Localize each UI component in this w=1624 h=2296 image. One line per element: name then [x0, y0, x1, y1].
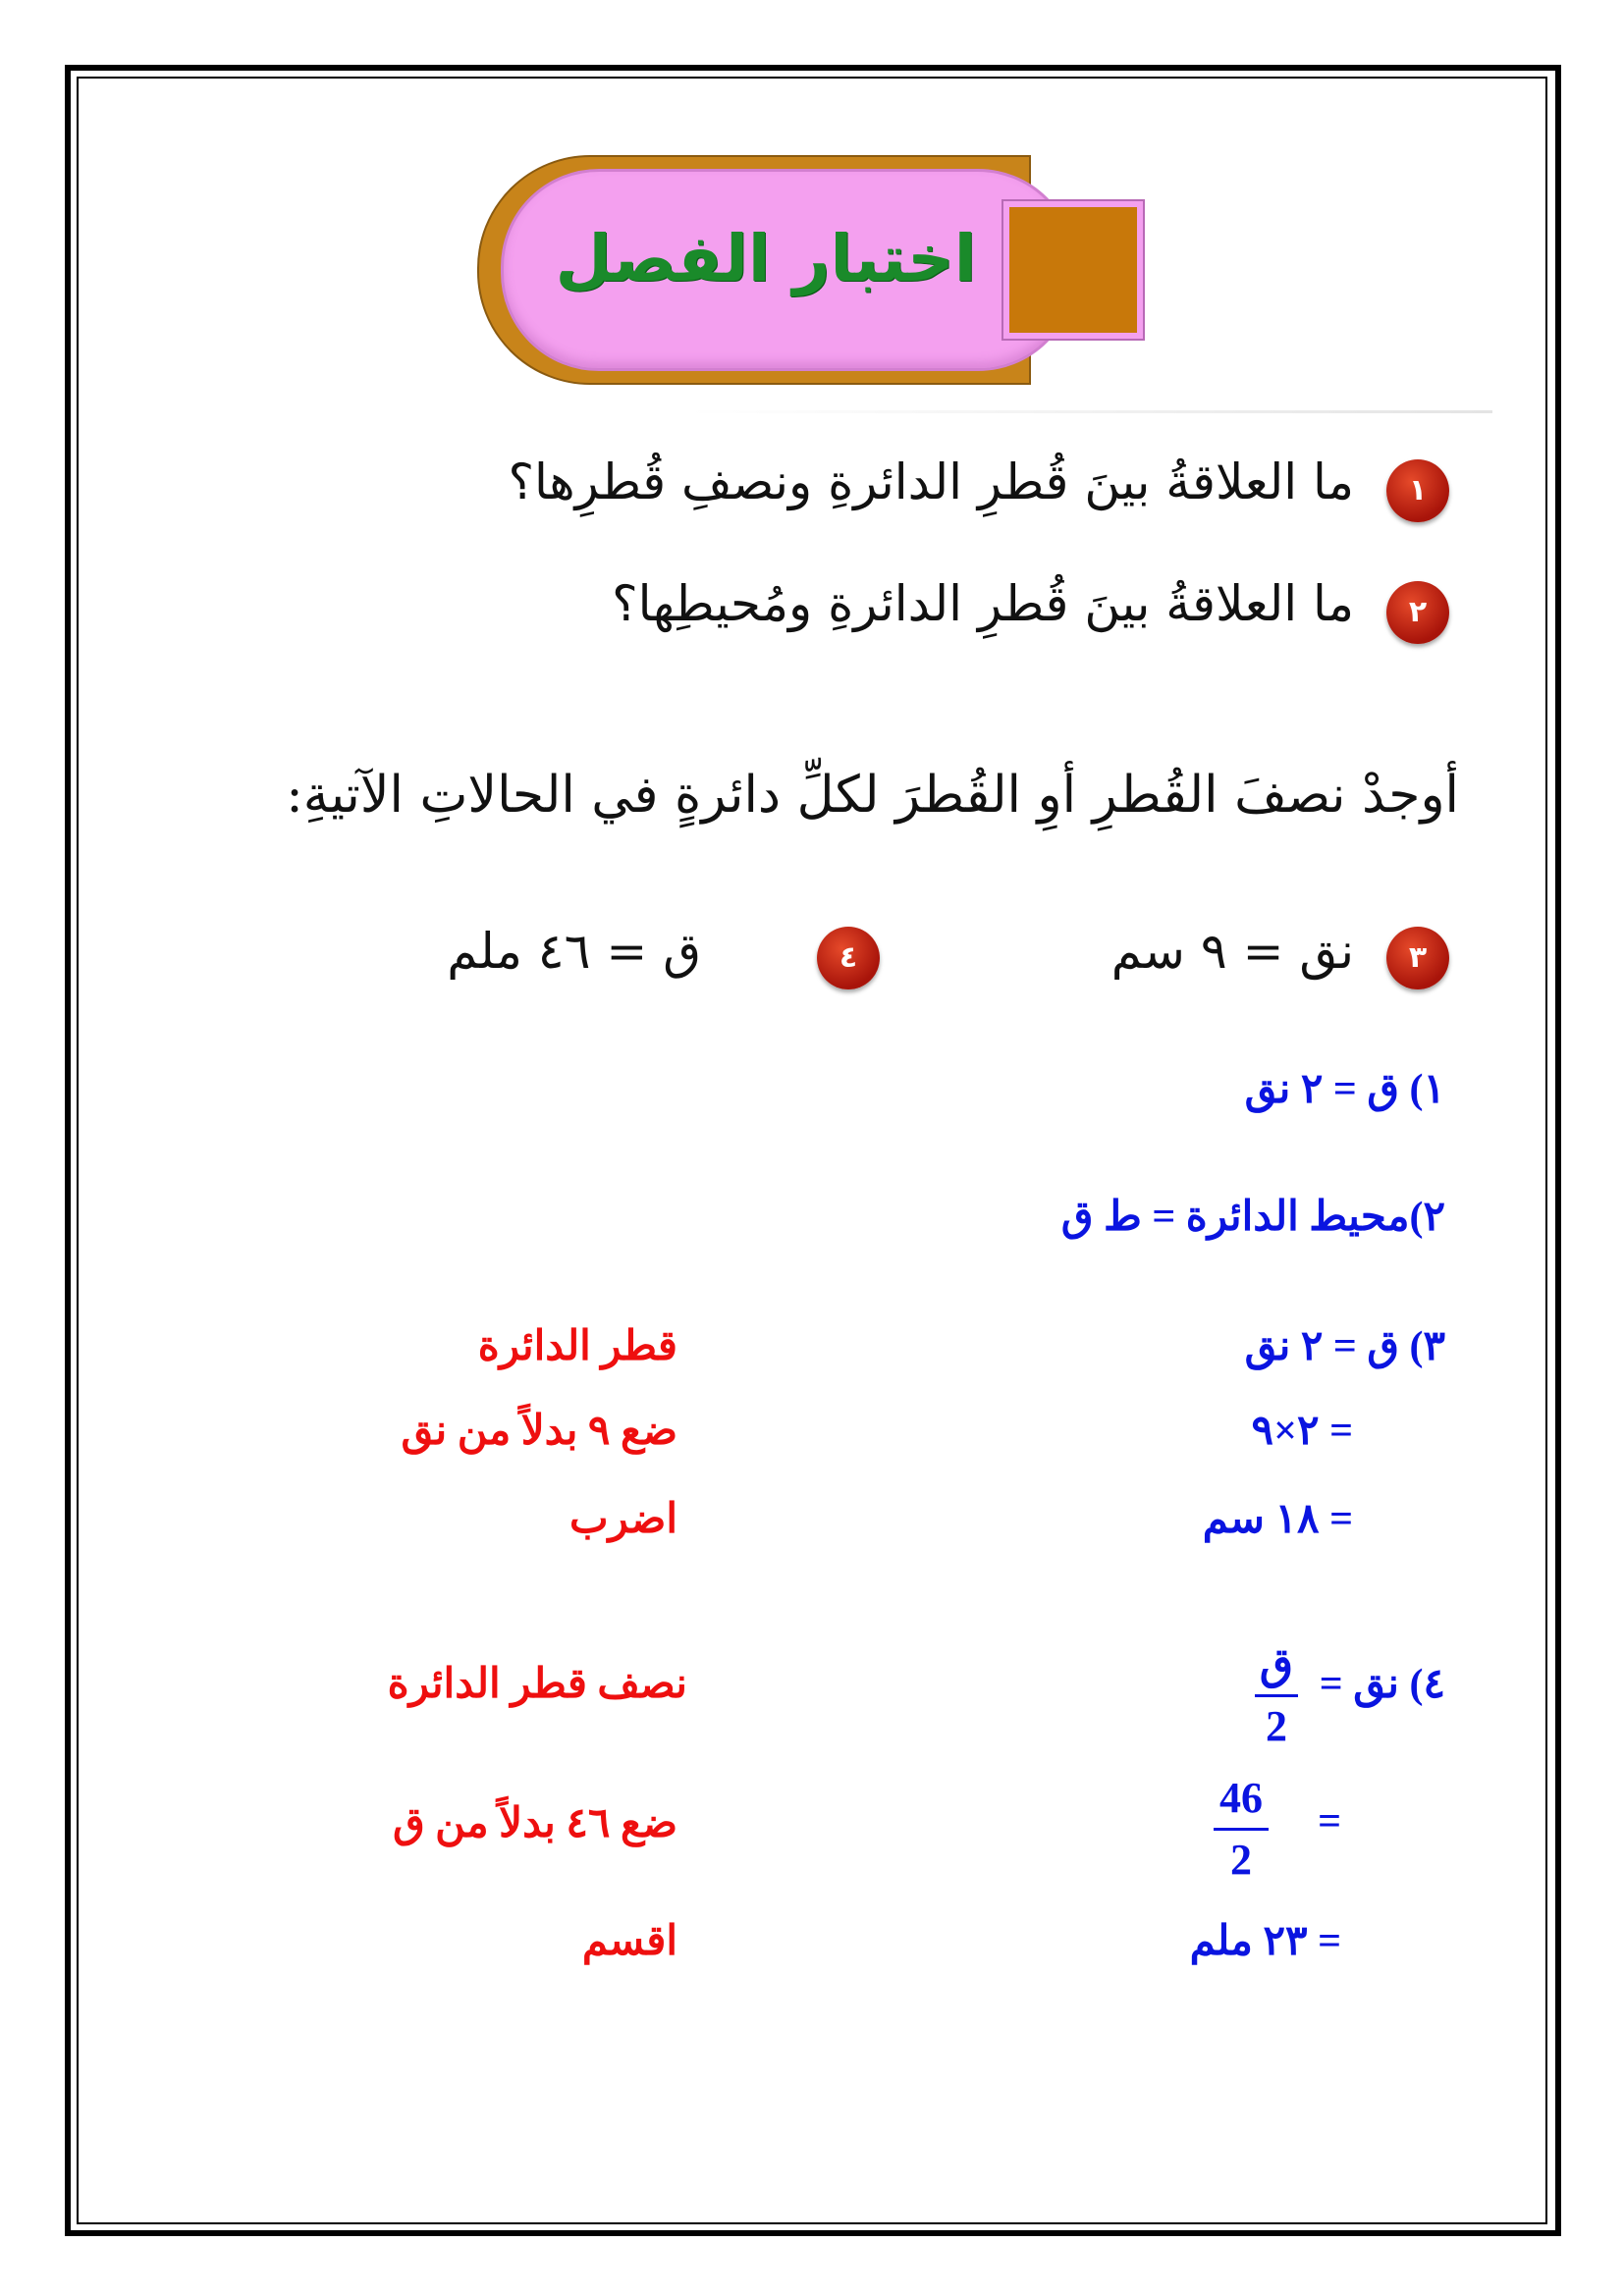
fraction-denominator: 2: [1230, 1836, 1252, 1884]
answer-3-note3: اضرب: [568, 1497, 677, 1542]
answer-4-note1: نصف قطر الدائرة: [387, 1662, 687, 1707]
answer-1: ١) ق = ٢ نق: [1244, 1067, 1445, 1112]
fraction-46-over-2: [1214, 1771, 1269, 1888]
divider: [687, 410, 1492, 413]
case-text: ق = ٤٦ ملم: [447, 923, 701, 980]
answer-2: ٢)محيط الدائرة = ط ق: [1060, 1195, 1445, 1240]
page-border-inner: [77, 77, 1547, 2224]
answer-3-line3: = ١٨ سم: [1202, 1497, 1353, 1542]
answer-3-note1: قطر الدائرة: [477, 1324, 677, 1369]
fraction-bar: [1214, 1828, 1269, 1831]
case-badge: ٣: [1386, 927, 1449, 989]
fraction-numerator: ق: [1259, 1640, 1294, 1688]
question-badge: ١: [1386, 459, 1449, 522]
fraction-bar: [1255, 1694, 1298, 1697]
fraction-denominator: 2: [1266, 1702, 1287, 1750]
answer-3-note2: ضع ٩ بدلاً من نق: [401, 1409, 677, 1454]
answer-4-note3: اقسم: [581, 1919, 677, 1964]
question-text: ما العلاقةُ بينَ قُطرِ الدائرةِ ونصفِ قُطرِها؟: [508, 454, 1354, 510]
page-title: اختبار الفصل: [555, 221, 977, 296]
answer-3-line2: = ٢×٩: [1251, 1409, 1353, 1454]
instruction-text: أوجدْ نصفَ القُطرِ أوِ القُطرَ لكلِّ دائرةٍ في الحالاتِ الآتيةِ:: [286, 766, 1459, 825]
answer-4-line1: ٤) نق =: [1319, 1662, 1445, 1707]
answer-4-note2: ضع ٤٦ بدلاً من ق: [393, 1801, 677, 1846]
fraction-d-over-2: [1255, 1637, 1298, 1754]
fraction-numerator: 46: [1219, 1774, 1263, 1822]
answer-4-line2: =: [1318, 1799, 1341, 1844]
answer-4-line3: = ٢٣ ملم: [1189, 1919, 1341, 1964]
case-badge: ٤: [817, 927, 880, 989]
answer-3-line1: ٣) ق = ٢ نق: [1244, 1324, 1445, 1369]
banner-square: [1003, 201, 1143, 339]
question-badge: ٢: [1386, 581, 1449, 644]
question-text: ما العلاقةُ بينَ قُطرِ الدائرةِ ومُحيطِها؟: [612, 575, 1354, 632]
case-text: نق = ٩ سم: [1110, 923, 1354, 980]
